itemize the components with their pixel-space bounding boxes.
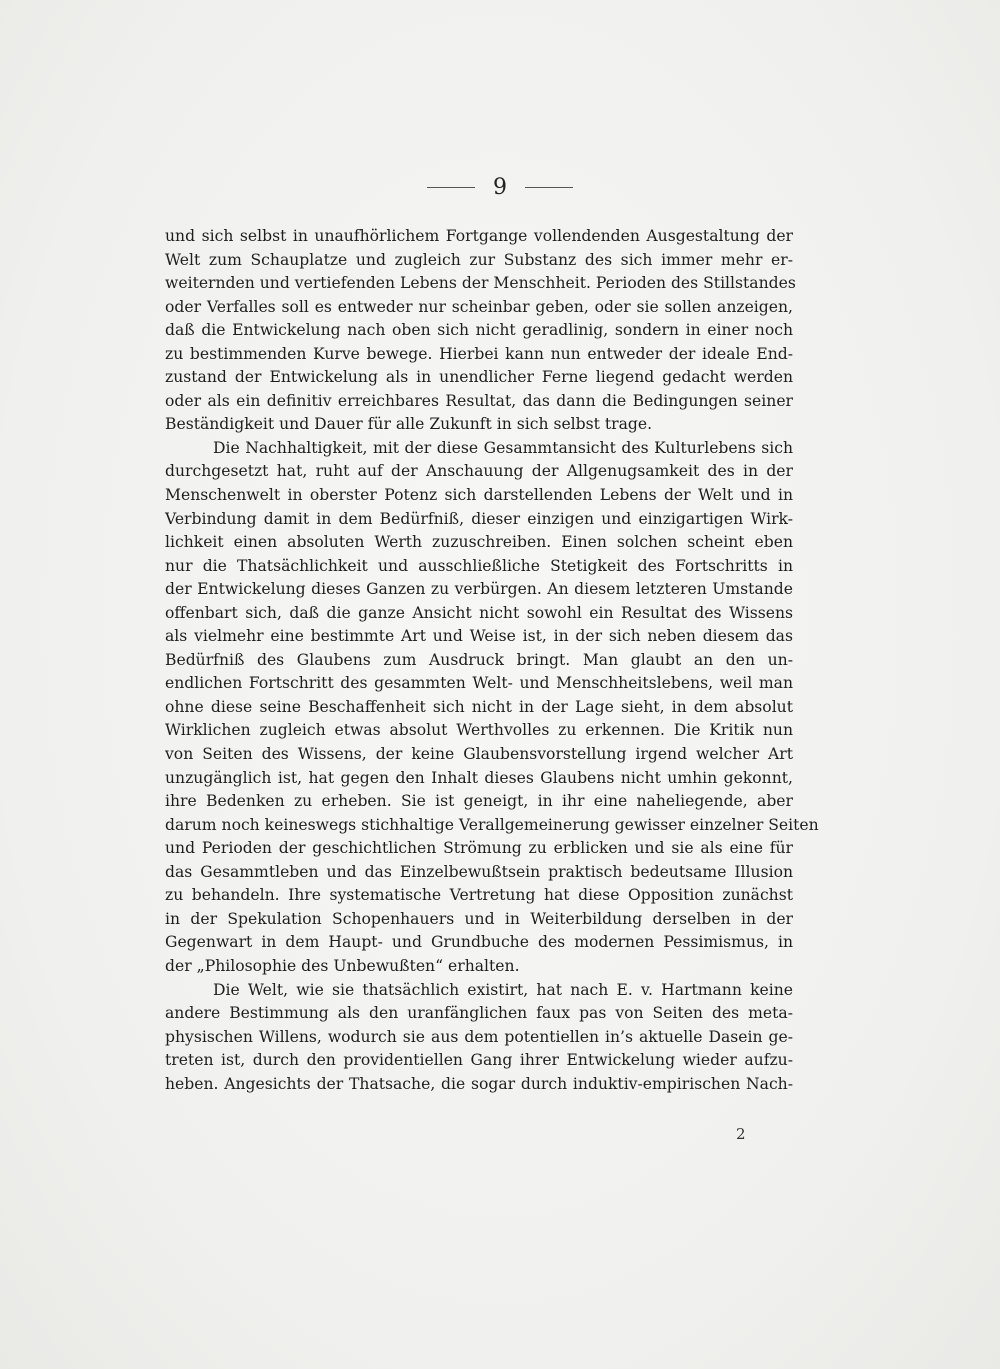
text-line: Welt zum Schauplatze und zugleich zur Substanz des sich immer mehr er- (165, 250, 793, 269)
text-line: darum noch keineswegs stichhaltige Verallgemeinerung gewisser einzelner Seiten (165, 815, 819, 834)
text-line: offenbart sich, daß die ganze Ansicht nicht sowohl ein Resultat des Wissens (165, 603, 793, 622)
text-line: Verbindung damit in dem Bedürfniß, dieser einzigen und einzigartigen Wirk- (165, 509, 793, 528)
left-rule (427, 187, 475, 188)
text-line: Wirklichen zugleich etwas absolut Werthvolles zu erkennen. Die Kritik nun (165, 721, 793, 740)
text-line: von Seiten des Wissens, der keine Glaubensvorstellung irgend welcher Art (165, 745, 793, 764)
page-number: 9 (493, 174, 507, 200)
text-line: treten ist, durch den providentiellen Gang ihrer Entwickelung wieder aufzu- (165, 1051, 793, 1070)
text-line: unzugänglich ist, hat gegen den Inhalt dieses Glaubens nicht umhin gekonnt, (165, 768, 793, 787)
right-rule (525, 187, 573, 188)
paragraph-start-line: Die Nachhaltigkeit, mit der diese Gesammtansicht des Kulturlebens sich (213, 438, 793, 457)
text-line: das Gesammtleben und das Einzelbewußtsein praktisch bedeutsame Illusion (165, 862, 793, 881)
text-line: der „Philosophie des Unbewußten“ erhalten. (165, 956, 520, 975)
text-line: heben. Angesichts der Thatsache, die sogar durch induktiv-empirischen Nach- (165, 1074, 793, 1093)
text-line: weiternden und vertiefenden Lebens der Menschheit. Perioden des Stillstandes (165, 274, 796, 293)
text-line: ohne diese seine Beschaffenheit sich nicht in der Lage sieht, in dem absolut (165, 697, 793, 716)
text-line: zu behandeln. Ihre systematische Vertretung hat diese Opposition zunächst (165, 886, 793, 905)
text-line: daß die Entwickelung nach oben sich nicht geradlinig, sondern in einer noch (165, 321, 793, 340)
page-header (0, 172, 1000, 202)
text-line: nur die Thatsächlichkeit und ausschließliche Stetigkeit des Fortschritts in (165, 556, 793, 575)
text-line: in der Spekulation Schopenhauers und in Weiterbildung derselben in der (165, 909, 793, 928)
text-line: zu bestimmenden Kurve bewege. Hierbei kann nun entweder der ideale End- (165, 344, 793, 363)
text-line: durchgesetzt hat, ruht auf der Anschauung der Allgenugsamkeit des in der (165, 462, 793, 481)
text-line: Beständigkeit und Dauer für alle Zukunft in sich selbst trage. (165, 415, 653, 434)
text-line: als vielmehr eine bestimmte Art und Weise ist, in der sich neben diesem das (165, 627, 793, 646)
paragraph-start-line: Die Welt, wie sie thatsächlich existirt, hat nach E. v. Hartmann keine (213, 980, 793, 999)
text-line: Menschenwelt in oberster Potenz sich darstellenden Lebens der Welt und in (165, 486, 793, 505)
text-line: ihre Bedenken zu erheben. Sie ist geneigt, in ihr eine naheliegende, aber (165, 792, 793, 811)
text-line: endlichen Fortschritt des gesammten Welt- und Menschheitslebens, weil man (165, 674, 793, 693)
text-line: andere Bestimmung als den uranfänglichen faux pas von Seiten des meta- (165, 1004, 793, 1023)
text-line: oder als ein definitiv erreichbares Resultat, das dann die Bedingungen seiner (165, 391, 793, 410)
text-line: und sich selbst in unaufhörlichem Fortgange vollendenden Ausgestaltung der (165, 227, 793, 245)
text-line: Bedürfniß des Glaubens zum Ausdruck bringt. Man glaubt an den un- (165, 650, 793, 669)
text-line: und Perioden der geschichtlichen Strömung zu erblicken und sie als eine für (165, 839, 793, 858)
text-line: der Entwickelung dieses Ganzen zu verbürgen. An diesem letzteren Umstande (165, 580, 793, 599)
text-line: lichkeit einen absoluten Werth zuzuschreiben. Einen solchen scheint eben (165, 533, 793, 552)
text-line: Gegenwart in dem Haupt- und Grundbuche des modernen Pessimismus, in (165, 933, 793, 952)
signature-mark: 2 (736, 1125, 746, 1143)
text-line: physischen Willens, wodurch sie aus dem potentiellen in’s aktuelle Dasein ge- (165, 1027, 793, 1046)
text-line: oder Verfalles soll es entweder nur scheinbar geben, oder sie sollen anzeigen, (165, 297, 793, 316)
body-text (165, 225, 819, 1096)
text-line: zustand der Entwickelung als in unendlicher Ferne liegend gedacht werden (165, 368, 793, 387)
